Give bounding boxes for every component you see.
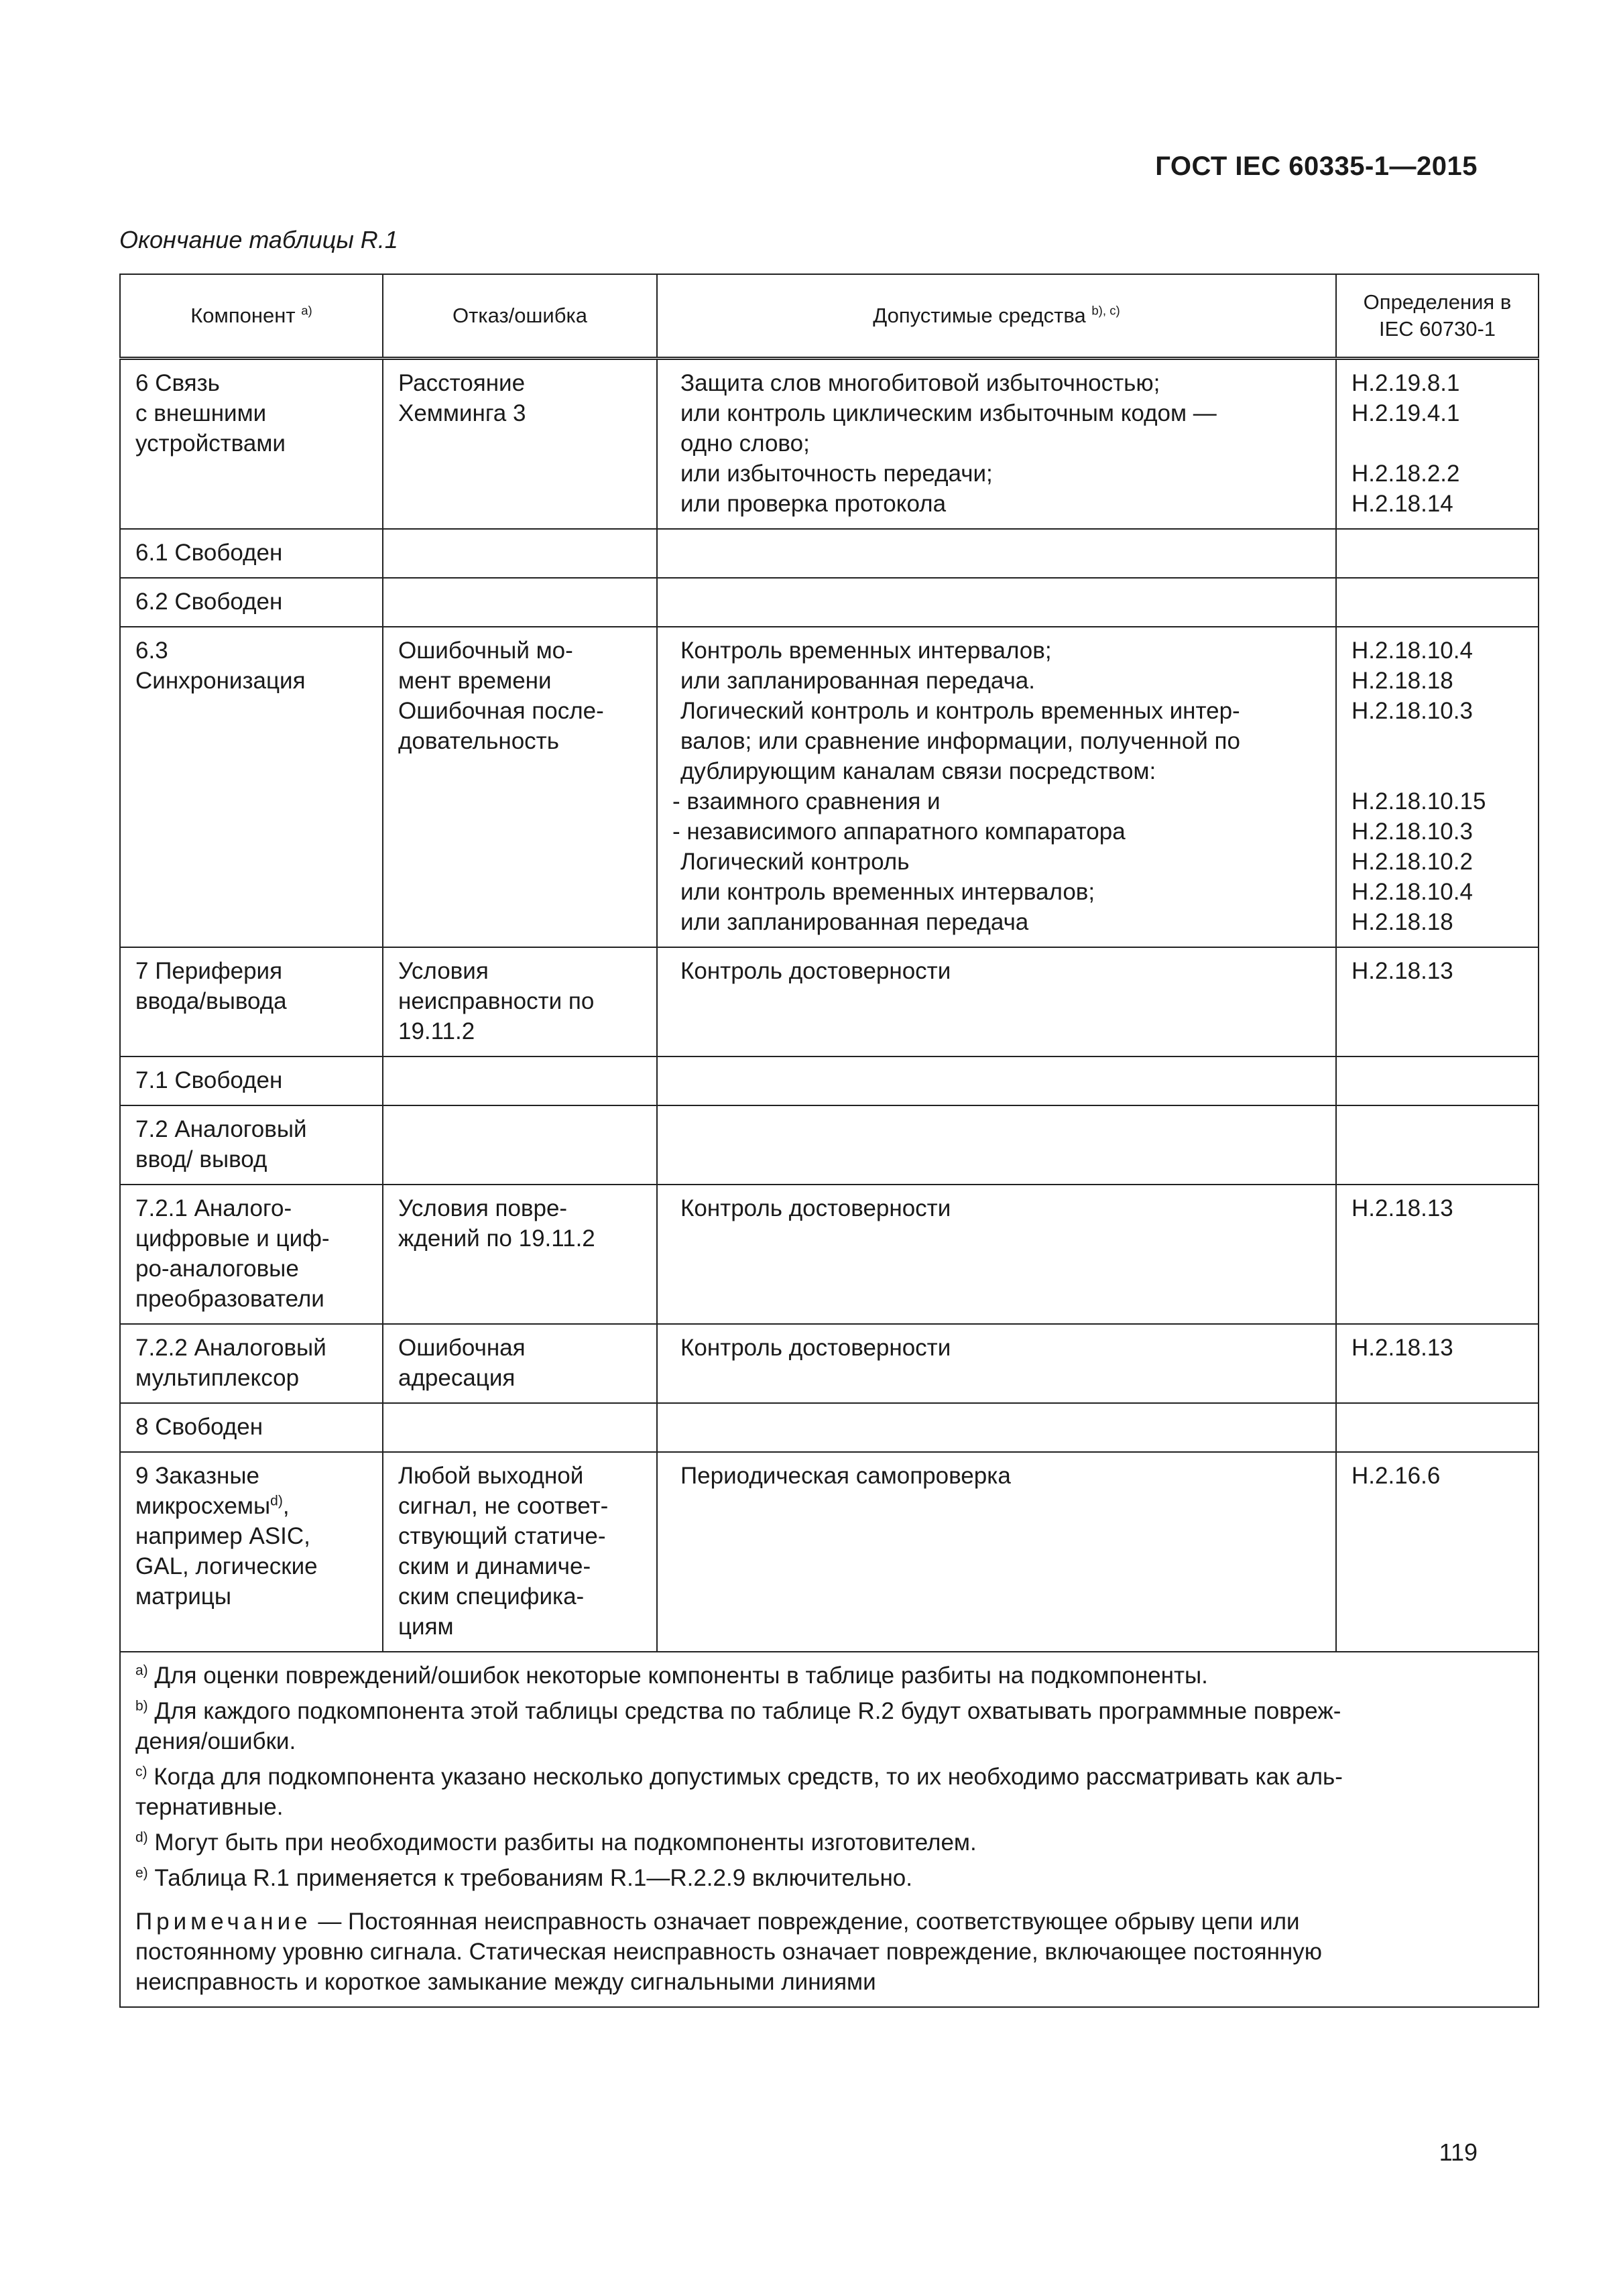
- cell-line: Ошибочный мо-: [398, 638, 573, 664]
- cell-fault: [383, 1452, 657, 1652]
- cell-line: H.2.18.10.2: [1351, 849, 1473, 875]
- cell-line: или проверка протокола: [680, 491, 947, 517]
- footnote-line: $^{c)}$ Когда для подкомпонента указано несколько допустимых средств, то их необходимо рассматривать как аль-: [135, 1764, 1343, 1790]
- cell-line: например ASIC,: [135, 1523, 310, 1549]
- cell-fault: [383, 578, 657, 627]
- cell-line: H.2.18.13: [1351, 1335, 1453, 1361]
- cell-line: ввода/вывода: [135, 988, 287, 1014]
- cell-line: сигнал, не соответ-: [398, 1493, 609, 1519]
- cell-line: 9 Заказные: [135, 1463, 259, 1489]
- cell-fault: [383, 1105, 657, 1185]
- cell-line: GAL, логические: [135, 1553, 318, 1579]
- cell-line: Логический контроль и контроль временных интер-: [680, 698, 1240, 724]
- cell-fault: [383, 627, 657, 947]
- cell-fault: [383, 947, 657, 1056]
- cell-line: H.2.19.4.1: [1351, 400, 1460, 426]
- table-row: [120, 1056, 1539, 1105]
- table-caption: Окончание таблицы R.1: [119, 226, 398, 253]
- cell-line: мультиплексор: [135, 1365, 300, 1391]
- cell-line: Ошибочная после-: [398, 698, 604, 724]
- footnote-mark: c): [135, 1764, 147, 1780]
- header-definitions: Определения в IEC 60730-1: [1336, 274, 1539, 359]
- cell-measures: [657, 1185, 1336, 1324]
- cell-line: ским и динамиче-: [398, 1553, 591, 1579]
- table-row: [120, 1185, 1539, 1324]
- cell-component: [120, 1324, 383, 1403]
- cell-line: ждений по 19.11.2: [398, 1225, 595, 1252]
- cell-line: 8 Свободен: [135, 1414, 263, 1440]
- cell-line: H.2.18.10.3: [1351, 698, 1473, 724]
- cell-line: Любой выходной: [398, 1463, 584, 1489]
- table-row: [120, 1403, 1539, 1452]
- cell-line: ствующий статиче-: [398, 1523, 606, 1549]
- cell-line: 7.2.2 Аналоговый: [135, 1335, 326, 1361]
- cell-fault: [383, 1403, 657, 1452]
- note-label: Примечание: [135, 1909, 312, 1935]
- cell-fault: [383, 1185, 657, 1324]
- cell-line: Синхронизация: [135, 668, 306, 694]
- cell-line: Контроль достоверности: [680, 1195, 951, 1221]
- cell-line: [1351, 428, 1524, 459]
- table-row: [120, 947, 1539, 1056]
- cell-line: - взаимного сравнения и: [672, 788, 941, 814]
- cell-line: 7.2.1 Аналого-: [135, 1195, 292, 1221]
- cell-line: 6 Связь: [135, 370, 220, 396]
- cell-line: мент времени: [398, 668, 552, 694]
- cell-line: дублирующим каналам связи посредством:: [680, 758, 1156, 784]
- cell-line: Логический контроль: [680, 849, 910, 875]
- cell-line: H.2.18.13: [1351, 958, 1453, 984]
- cell-fault: [383, 359, 657, 530]
- cell-component: [120, 1056, 383, 1105]
- cell-line: неисправности по: [398, 988, 595, 1014]
- cell-component: [120, 627, 383, 947]
- footnote-line: $^{d)}$ Могут быть при необходимости разбиты на подкомпоненты изготовителем.: [135, 1829, 977, 1856]
- footnote-line: дения/ошибки.: [135, 1728, 296, 1754]
- cell-definitions: [1336, 359, 1539, 530]
- cell-line: Расстояние: [398, 370, 526, 396]
- cell-line: цифровые и циф-: [135, 1225, 330, 1252]
- cell-line: ро-аналоговые: [135, 1256, 299, 1282]
- footnote-mark: e): [135, 1865, 148, 1881]
- cell-line: с внешними: [135, 400, 267, 426]
- footnote-mark: a): [135, 1663, 148, 1679]
- cell-component: [120, 1403, 383, 1452]
- cell-line: H.2.18.10.15: [1351, 788, 1486, 814]
- note-line: — Постоянная неисправность означает повреждение, соответствующее обрыву цепи или: [311, 1909, 1300, 1935]
- table-row: [120, 627, 1539, 947]
- footnote-mark: d): [135, 1829, 148, 1846]
- cell-line: или контроль временных интервалов;: [680, 879, 1095, 905]
- cell-line: матрицы: [135, 1583, 232, 1610]
- cell-line: H.2.18.18: [1351, 668, 1453, 694]
- header-component: Компонент $^{a)}$: [120, 274, 383, 359]
- table-row: [120, 359, 1539, 530]
- table-body: [120, 359, 1539, 1652]
- note-line: неисправность и короткое замыкание между сигнальными линиями: [135, 1969, 876, 1995]
- note-line: постоянному уровню сигнала. Статическая неисправность означает повреждение, включающее постоянную: [135, 1939, 1323, 1965]
- table-row: [120, 1324, 1539, 1403]
- footnote-line: $^{e)}$ Таблица R.1 применяется к требованиям R.1—R.2.2.9 включительно.: [135, 1865, 913, 1891]
- table-row: [120, 578, 1539, 627]
- note-rest: [135, 1937, 1524, 1997]
- cell-definitions: [1336, 1105, 1539, 1185]
- cell-definitions: [1336, 1185, 1539, 1324]
- cell-line: 6.2 Свободен: [135, 589, 283, 615]
- cell-line: или запланированная передача.: [680, 668, 1035, 694]
- cell-line: 6.3: [135, 638, 168, 664]
- document-code: ГОСТ IEC 60335-1—2015: [1155, 152, 1478, 181]
- cell-line: микросхемы$^{d)}$,: [135, 1493, 290, 1519]
- cell-line: Ошибочная: [398, 1335, 526, 1361]
- header-measures: Допустимые средства $^{b), c)}$: [657, 274, 1336, 359]
- cell-measures: [657, 578, 1336, 627]
- note: [135, 1907, 1524, 1997]
- cell-line: циям: [398, 1614, 454, 1640]
- cell-measures: [657, 1403, 1336, 1452]
- cell-line: H.2.18.10.4: [1351, 879, 1473, 905]
- footnote: [135, 1827, 1524, 1858]
- footnote: [135, 1863, 1524, 1893]
- cell-measures: [657, 627, 1336, 947]
- footnote: [135, 1762, 1524, 1822]
- cell-line: Контроль временных интервалов;: [680, 638, 1052, 664]
- cell-line: ским специфика-: [398, 1583, 585, 1610]
- cell-line: H.2.18.2.2: [1351, 461, 1460, 487]
- cell-line: 6.1 Свободен: [135, 540, 283, 566]
- cell-measures: [657, 1324, 1336, 1403]
- cell-line: Условия: [398, 958, 489, 984]
- cell-line: H.2.18.14: [1351, 491, 1453, 517]
- cell-line: [1351, 726, 1524, 756]
- cell-line: Контроль достоверности: [680, 958, 951, 984]
- cell-definitions: [1336, 1056, 1539, 1105]
- footnote-line: $^{b)}$ Для каждого подкомпонента этой таблицы средства по таблице R.2 будут охватывать программные повреж-: [135, 1698, 1341, 1724]
- page-number: 119: [1439, 2138, 1478, 2166]
- cell-line: преобразователи: [135, 1286, 324, 1312]
- cell-component: [120, 1105, 383, 1185]
- cell-measures: [657, 947, 1336, 1056]
- cell-component: [120, 1185, 383, 1324]
- cell-line: 7 Периферия: [135, 958, 283, 984]
- cell-line: 19.11.2: [398, 1018, 475, 1044]
- cell-line: Периодическая самопроверка: [680, 1463, 1011, 1489]
- cell-line: [1351, 756, 1524, 786]
- cell-line: H.2.18.10.3: [1351, 819, 1473, 845]
- notes-row: [120, 1652, 1539, 2007]
- cell-definitions: [1336, 529, 1539, 578]
- cell-component: [120, 578, 383, 627]
- cell-line: - независимого аппаратного компаратора: [672, 819, 1126, 845]
- cell-component: [120, 1452, 383, 1652]
- cell-definitions: [1336, 1403, 1539, 1452]
- cell-line: H.2.16.6: [1351, 1463, 1441, 1489]
- table-row: [120, 529, 1539, 578]
- cell-line: H.2.19.8.1: [1351, 370, 1460, 396]
- cell-fault: [383, 1056, 657, 1105]
- cell-component: [120, 529, 383, 578]
- cell-line: 7.2 Аналоговый: [135, 1116, 307, 1142]
- cell-component: [120, 359, 383, 530]
- cell-line: устройствами: [135, 430, 286, 457]
- cell-line: Контроль достоверности: [680, 1335, 951, 1361]
- cell-line: Защита слов многобитовой избыточностью;: [680, 370, 1160, 396]
- footnote: [135, 1696, 1524, 1756]
- cell-measures: [657, 1452, 1336, 1652]
- footnote: [135, 1660, 1524, 1691]
- header-fault: Отказ/ошибка: [383, 274, 657, 359]
- cell-fault: [383, 529, 657, 578]
- cell-definitions: [1336, 578, 1539, 627]
- cell-line: адресация: [398, 1365, 516, 1391]
- cell-line: H.2.18.13: [1351, 1195, 1453, 1221]
- cell-line: ввод/ вывод: [135, 1146, 267, 1172]
- notes-cell: [120, 1652, 1539, 2007]
- table-row: [120, 1105, 1539, 1185]
- requirements-table: [119, 274, 1539, 2008]
- cell-measures: [657, 1105, 1336, 1185]
- cell-component: [120, 947, 383, 1056]
- cell-measures: [657, 529, 1336, 578]
- footnote-mark: b): [135, 1698, 148, 1714]
- cell-definitions: [1336, 1324, 1539, 1403]
- cell-line: Хемминга 3: [398, 400, 526, 426]
- cell-fault: [383, 1324, 657, 1403]
- footnote-line: тернативные.: [135, 1794, 284, 1820]
- footnote-line: $^{a)}$ Для оценки повреждений/ошибок некоторые компоненты в таблице разбиты на подкомпоненты.: [135, 1663, 1208, 1689]
- footnotes: [135, 1660, 1524, 1893]
- cell-measures: [657, 359, 1336, 530]
- cell-line: одно слово;: [680, 430, 810, 457]
- cell-line: Условия повре-: [398, 1195, 568, 1221]
- cell-line: или запланированная передача: [680, 909, 1029, 935]
- cell-line: валов; или сравнение информации, полученной по: [680, 728, 1240, 754]
- table-header-row: [120, 274, 1539, 359]
- table-row: [120, 1452, 1539, 1652]
- cell-line: или контроль циклическим избыточным кодом —: [680, 400, 1217, 426]
- cell-line: H.2.18.10.4: [1351, 638, 1473, 664]
- cell-measures: [657, 1056, 1336, 1105]
- cell-definitions: [1336, 1452, 1539, 1652]
- cell-line: H.2.18.18: [1351, 909, 1453, 935]
- cell-line: 7.1 Свободен: [135, 1067, 283, 1093]
- cell-line: довательность: [398, 728, 559, 754]
- cell-definitions: [1336, 947, 1539, 1056]
- cell-definitions: [1336, 627, 1539, 947]
- cell-line: или избыточность передачи;: [680, 461, 993, 487]
